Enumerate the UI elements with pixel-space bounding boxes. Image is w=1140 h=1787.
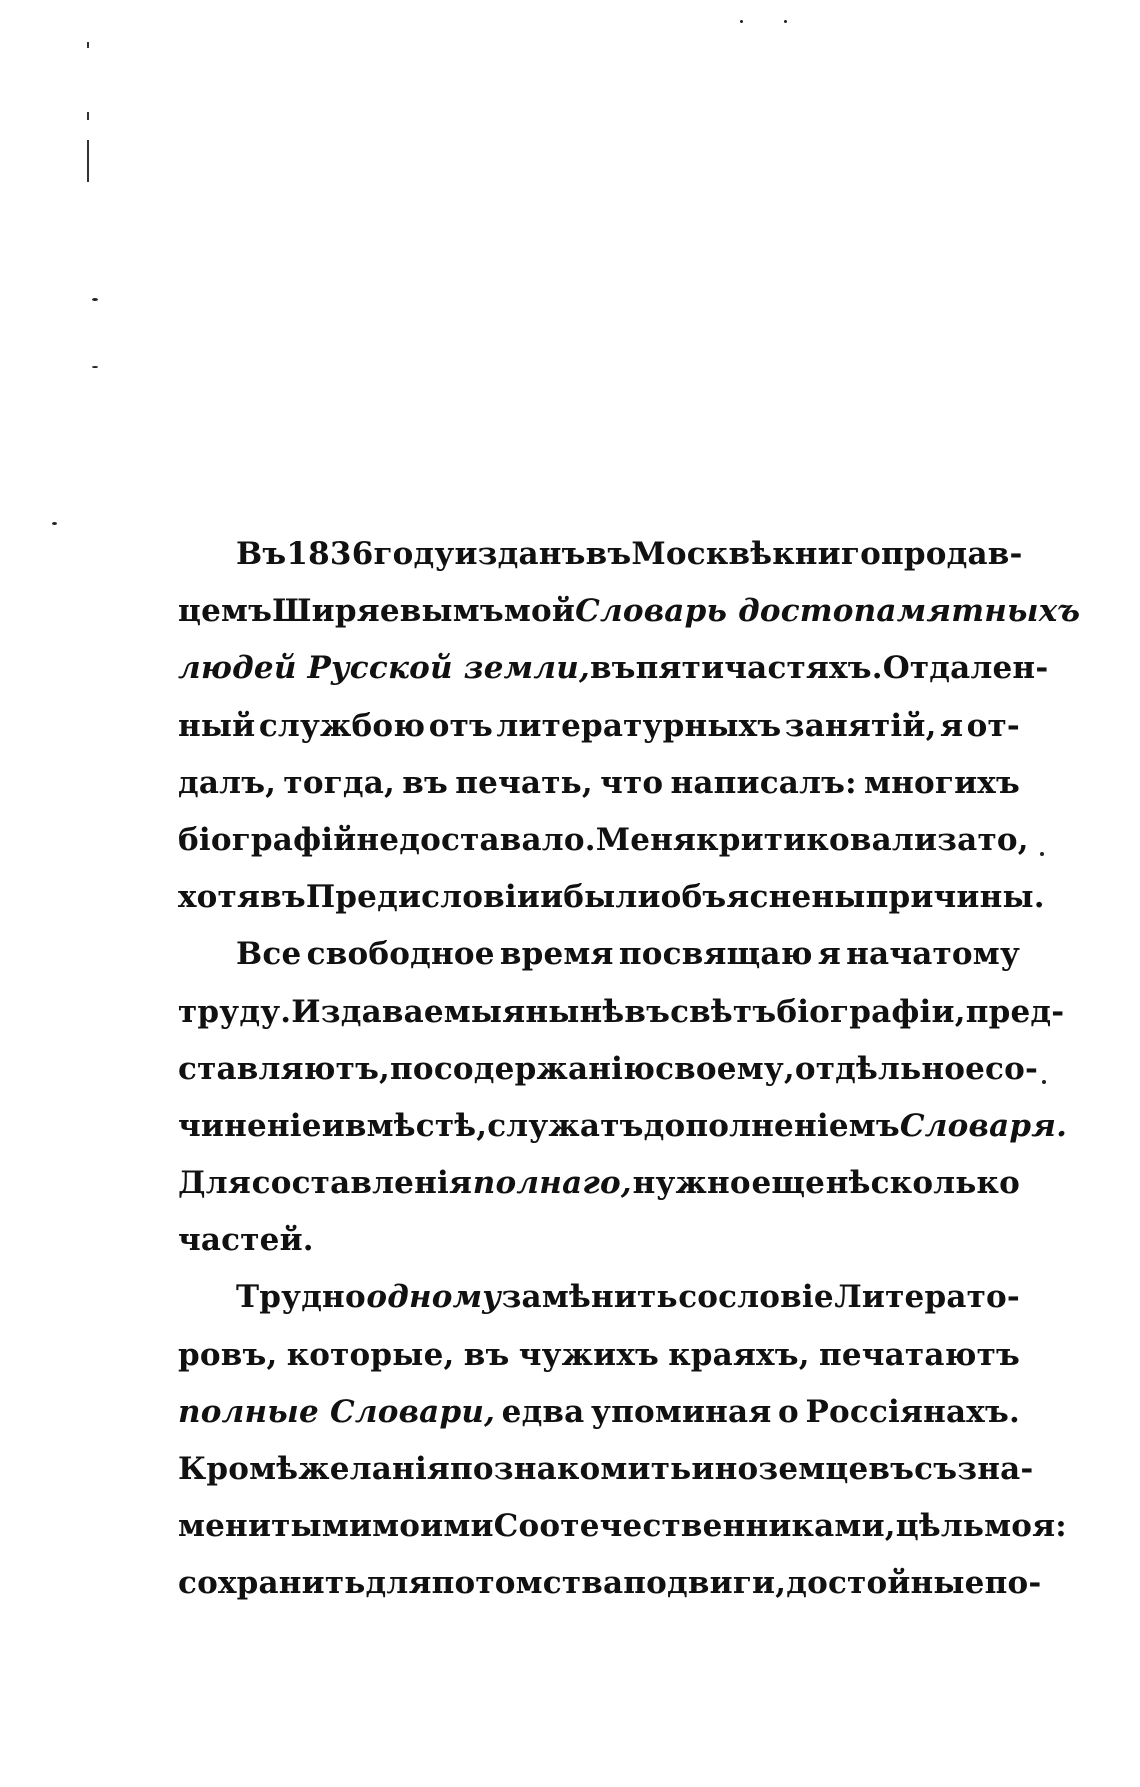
word: потомства (431, 1565, 624, 1602)
word: не (356, 821, 400, 858)
word: свободное (306, 936, 495, 973)
word: нѣсколько (825, 1165, 1020, 1202)
text-line (178, 1165, 1020, 1222)
word: Трудно (236, 1279, 366, 1316)
word: Все (236, 936, 302, 973)
text-line (178, 1451, 1034, 1508)
word: изданъ (454, 536, 586, 572)
scan-speck (92, 366, 98, 368)
word: въ (402, 764, 448, 801)
word: чужихъ (518, 1336, 659, 1373)
word: службою (258, 707, 426, 744)
word: по- (984, 1565, 1042, 1602)
word: за (937, 821, 978, 858)
word: біографій (178, 821, 357, 858)
scan-speck (1040, 852, 1044, 856)
text-line (178, 1279, 1020, 1336)
word: частяхъ. (724, 650, 883, 687)
word: Кромѣ (178, 1451, 299, 1487)
word: съ (914, 1451, 958, 1487)
scan-speck (740, 20, 743, 23)
word: въ (260, 879, 306, 916)
text-line (178, 1565, 1042, 1622)
scan-margin-mark (87, 42, 89, 48)
word: причины. (865, 879, 1045, 916)
italic-title: Словаря. (899, 1107, 1068, 1144)
word: я (940, 707, 964, 744)
word: едва (501, 1393, 585, 1430)
text-line (178, 1107, 1068, 1165)
word: Россіянахъ. (805, 1393, 1020, 1430)
word: свѣтъ (670, 993, 777, 1030)
word: литературныхъ (496, 707, 782, 744)
word: біографіи, (776, 993, 966, 1030)
body-text (178, 536, 1081, 1623)
text-line (178, 993, 1065, 1051)
word: многихъ (864, 764, 1020, 801)
word: начатому (846, 936, 1020, 973)
word: критиковали (696, 821, 938, 858)
word: еще (751, 1165, 826, 1202)
word: то, (977, 821, 1029, 858)
word: сословіе (678, 1279, 834, 1316)
word: своему, (655, 1050, 795, 1087)
word: хотя (178, 879, 261, 916)
word: отъ (428, 707, 493, 744)
scan-margin-mark (87, 140, 89, 182)
word: печать, (455, 764, 593, 801)
word: пред- (965, 993, 1065, 1030)
scan-speck (784, 20, 787, 23)
word: Меня (595, 821, 697, 858)
text-line (178, 650, 1049, 707)
text-line (178, 1394, 1020, 1451)
word: нужно (632, 1165, 751, 1202)
word: служатъ (487, 1107, 644, 1144)
scan-speck (92, 298, 98, 301)
word: далъ, (178, 764, 277, 801)
word: менитыми (178, 1508, 373, 1545)
word: въ (585, 536, 632, 572)
word: объяснены (660, 879, 866, 916)
word: Предисловіи (305, 879, 541, 916)
word: ный (178, 707, 256, 744)
word: цемъ (178, 593, 273, 630)
text-line (178, 708, 1020, 765)
word: краяхъ, (668, 1336, 810, 1373)
word: время (499, 936, 614, 973)
word: вмѣстѣ, (344, 1107, 488, 1144)
word: со- (985, 1050, 1039, 1087)
word: цѣль (895, 1508, 985, 1545)
word: въ (589, 650, 636, 687)
word: въ (624, 993, 671, 1030)
text-line (178, 536, 1023, 593)
word: Для (178, 1165, 251, 1202)
word: Литерато- (834, 1279, 1020, 1316)
word: были (563, 879, 661, 916)
word: ровъ, (178, 1336, 278, 1373)
word: нынѣ (525, 993, 625, 1030)
word: занятій, (784, 707, 937, 744)
text-line (178, 879, 1045, 936)
word: посвящаю (618, 936, 813, 973)
word: году (373, 536, 455, 572)
text-line (178, 593, 1081, 650)
italic-title: Словарь достопамятныхъ (575, 593, 1081, 630)
word: я (817, 936, 841, 973)
word: что (600, 764, 664, 801)
text-line (178, 1050, 1039, 1108)
text-line (178, 765, 1020, 822)
word: и (321, 1107, 345, 1144)
word: книгопродав- (772, 536, 1023, 572)
word: зна- (957, 1451, 1034, 1487)
scan-margin-mark (87, 112, 89, 120)
word: Ширяевымъ (272, 593, 504, 630)
word: познакомить (450, 1451, 692, 1487)
text-line (178, 1508, 1067, 1565)
word: сохранить (178, 1565, 366, 1602)
word: пяти (635, 650, 725, 687)
word: содержанію (433, 1050, 656, 1087)
text-line (178, 821, 1029, 879)
text-line (178, 936, 1020, 993)
word: Москвѣ (631, 536, 773, 572)
word: и (540, 879, 564, 916)
word: труду. (178, 993, 292, 1030)
word: печатаютъ (818, 1336, 1020, 1373)
word: о (778, 1393, 799, 1430)
italic-title: людей Русской земли, (178, 650, 590, 687)
text-line (178, 1222, 1020, 1279)
italic-word: полнаго, (472, 1165, 632, 1202)
word: отдѣльное (794, 1050, 986, 1087)
word: достойные (786, 1565, 985, 1602)
word: от- (966, 707, 1020, 744)
word: ставляютъ, (178, 1050, 391, 1087)
text-line (178, 1337, 1020, 1394)
word: подвиги, (623, 1565, 787, 1602)
word: написалъ: (670, 764, 857, 801)
scan-speck (52, 522, 57, 525)
word: доставало. (399, 821, 596, 858)
scan-speck (1042, 1080, 1046, 1084)
word: тогда, (283, 764, 396, 801)
word: для (365, 1565, 432, 1602)
word: составленія (251, 1165, 473, 1202)
word: иноземцевъ (691, 1451, 915, 1487)
word: замѣнить (501, 1279, 678, 1316)
word: упоминая (591, 1393, 772, 1430)
word: желанія (298, 1451, 451, 1487)
word: Издаваемыя (291, 993, 526, 1030)
word: 1836 (286, 536, 374, 572)
italic-title: полные Словари, (178, 1393, 496, 1430)
word: по (390, 1050, 434, 1087)
italic-word: одному (366, 1279, 502, 1316)
word: въ (463, 1336, 510, 1373)
word: чиненіе (178, 1107, 322, 1144)
word: которые, (286, 1336, 455, 1373)
word: дополненіемъ (643, 1107, 900, 1144)
word: Отдален- (882, 650, 1049, 687)
word: Въ (236, 536, 287, 572)
word: частей. (178, 1222, 314, 1259)
word: мой (503, 593, 576, 630)
word: Соотечественниками, (493, 1508, 896, 1545)
word: моя: (984, 1508, 1067, 1545)
word: моими (372, 1508, 494, 1545)
